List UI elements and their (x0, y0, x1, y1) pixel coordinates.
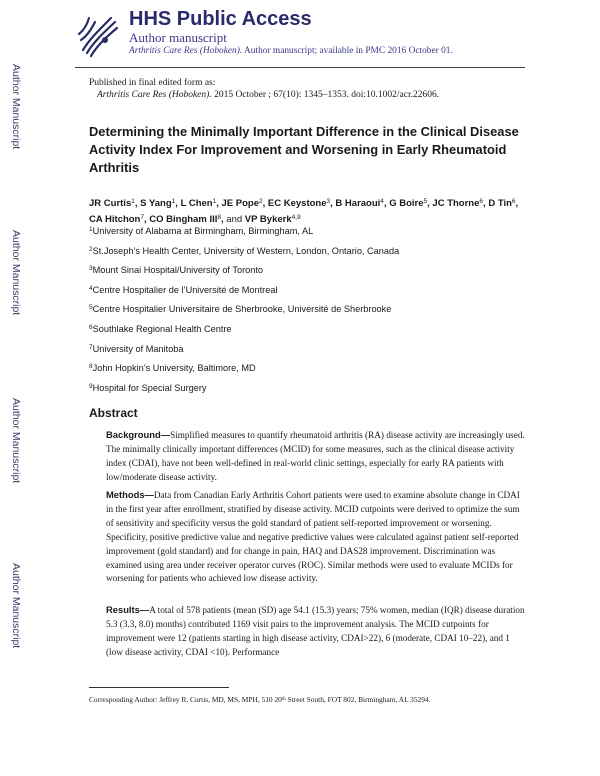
affiliation: $^7$University of Manitoba (89, 343, 184, 354)
author: L Chen$^1$ (180, 198, 217, 209)
publication-journal: Arthritis Care Res (Hoboken). (97, 90, 212, 100)
side-label-author-manuscript: Author Manuscript (10, 64, 22, 150)
author: S Yang$^1$ (140, 198, 176, 209)
affiliation: $^8$John Hopkin’s University, Baltimore, MD (89, 363, 256, 374)
abstract-heading: Abstract (89, 406, 138, 420)
background-text: Simplified measures to quantify rheumatoid arthritis (RA) disease activity are increasingly used. The minimally clinically important differences (MCID) for some measures, such as the clinical disease activity index (CDAI), have not been well-defined in real-world clinic settings, especially for early RA patients with low/moderate disease activity. (106, 430, 525, 482)
header-journal: Arthritis Care Res (Hoboken). (129, 46, 243, 56)
author: VP Bykerk$^{4,9}$ (244, 214, 301, 225)
affiliation: $^5$Centre Hospitalier Universitaire de Sherbrooke, Université de Sherbrooke (89, 304, 392, 315)
publication-details: 2015 October ; 67(10): 1345–1353. doi:10.1002/acr.22606. (211, 90, 440, 100)
hhs-eagle-icon (75, 10, 121, 60)
authors-and: and (226, 214, 245, 225)
affiliation: $^6$Southlake Regional Health Centre (89, 323, 232, 334)
header-citation (129, 45, 549, 58)
affiliation-list (89, 223, 529, 399)
author: JR Curtis$^1$ (89, 198, 135, 209)
footnote-divider (89, 687, 229, 688)
affiliation: $^9$Hospital for Special Surgery (89, 382, 207, 393)
author: EC Keystone$^3$ (267, 198, 331, 209)
results-label: Results— (106, 604, 150, 615)
publication-citation (89, 89, 439, 101)
affiliation: $^2$St.Joseph’s Health Center, University of Western, London, Ontario, Canada (89, 245, 400, 256)
affiliation: $^3$Mount Sinai Hospital/University of Toronto (89, 265, 264, 276)
author-list: JR Curtis$^1$, S Yang$^1$, L Chen$^1$, JE Pope$^2$, EC Keystone$^3$, B Haraoui$^4$, G Boire$^5$, JC Thorne$^6$, D Tin$^6$, CA Hitchon$^7$, CO Bingham III$^8$, and VP Bykerk$^{4,9}$ (89, 198, 519, 225)
author: JC Thorne$^6$ (432, 198, 484, 209)
header-title: HHS Public Access (129, 8, 312, 30)
affiliation: $^4$Centre Hospitalier de l’Université de Montreal (89, 284, 278, 295)
publication-label: Published in final edited form as: (89, 78, 216, 88)
corresponding-author-footnote: Corresponding Author: Jeffrey R. Curtis, MD, MS, MPH, 510 20th Street South, FOT 802, Birmingham, AL 35294. (89, 695, 431, 704)
methods-label: Methods— (106, 489, 154, 500)
methods-text: Data from Canadian Early Arthritis Cohort patients were used to examine absolute change in CDAI in the first year after enrollment, stratified by disease activity. MCID cutpoints were derived to optimize the sum of sensitivity and specificity versus the gold standard of patient self-reported improvement or worsening. Specificity, positive predictive value and negative predictive values were calculated against patient self-reported improvement (gold standard) and for change in pain, HAQ and DAS28 improvement. Discrimination was examined using area under receiver operator curves (ROC). Similar methods were used to evaluate MCIDs for worsening for patients who achieved low disease activity. (106, 490, 520, 584)
author: G Boire$^5$ (389, 198, 428, 209)
side-label-author-manuscript: Author Manuscript (10, 563, 22, 649)
header-subtitle: Author manuscript (129, 30, 227, 45)
side-label-author-manuscript: Author Manuscript (10, 398, 22, 484)
side-label-author-manuscript: Author Manuscript (10, 230, 22, 316)
header-divider (75, 67, 525, 68)
header-availability: Author manuscript; available in PMC 2016 October 01. (242, 46, 453, 56)
results-text: A total of 578 patients (mean (SD) age 54.1 (15.3) years; 75% women, median (IQR) disease duration 5.3 (3.3, 8.0) months) contributed 1169 visit pairs to the improvement analysis. The MCID cutpoints for improvement were 12 (patients starting in high disease activity, CDAI>22), 6 (moderate, CDAI 10–22), and 1 (low disease activity, CDAI <10). Performance (106, 605, 525, 657)
paper-title: Determining the Minimally Important Difference in the Clinical Disease Activity Index For Improvement and Worsening in Early Rheumatoid Arthritis (89, 124, 519, 175)
author: B Haraoui$^4$ (335, 198, 384, 209)
hhs-header (75, 8, 525, 70)
author: D Tin$^6$ (488, 198, 516, 209)
publication-note (89, 77, 439, 101)
author: JE Pope$^2$ (221, 198, 263, 209)
author: CA Hitchon$^7$ (89, 214, 144, 225)
abstract-methods (106, 488, 526, 586)
abstract-background (106, 428, 526, 485)
affiliation: $^1$University of Alabama at Birmingham, Birmingham, AL (89, 226, 314, 236)
abstract-results (106, 603, 526, 660)
background-label: Background— (106, 429, 171, 440)
author: CO Bingham III$^8$ (149, 214, 221, 225)
